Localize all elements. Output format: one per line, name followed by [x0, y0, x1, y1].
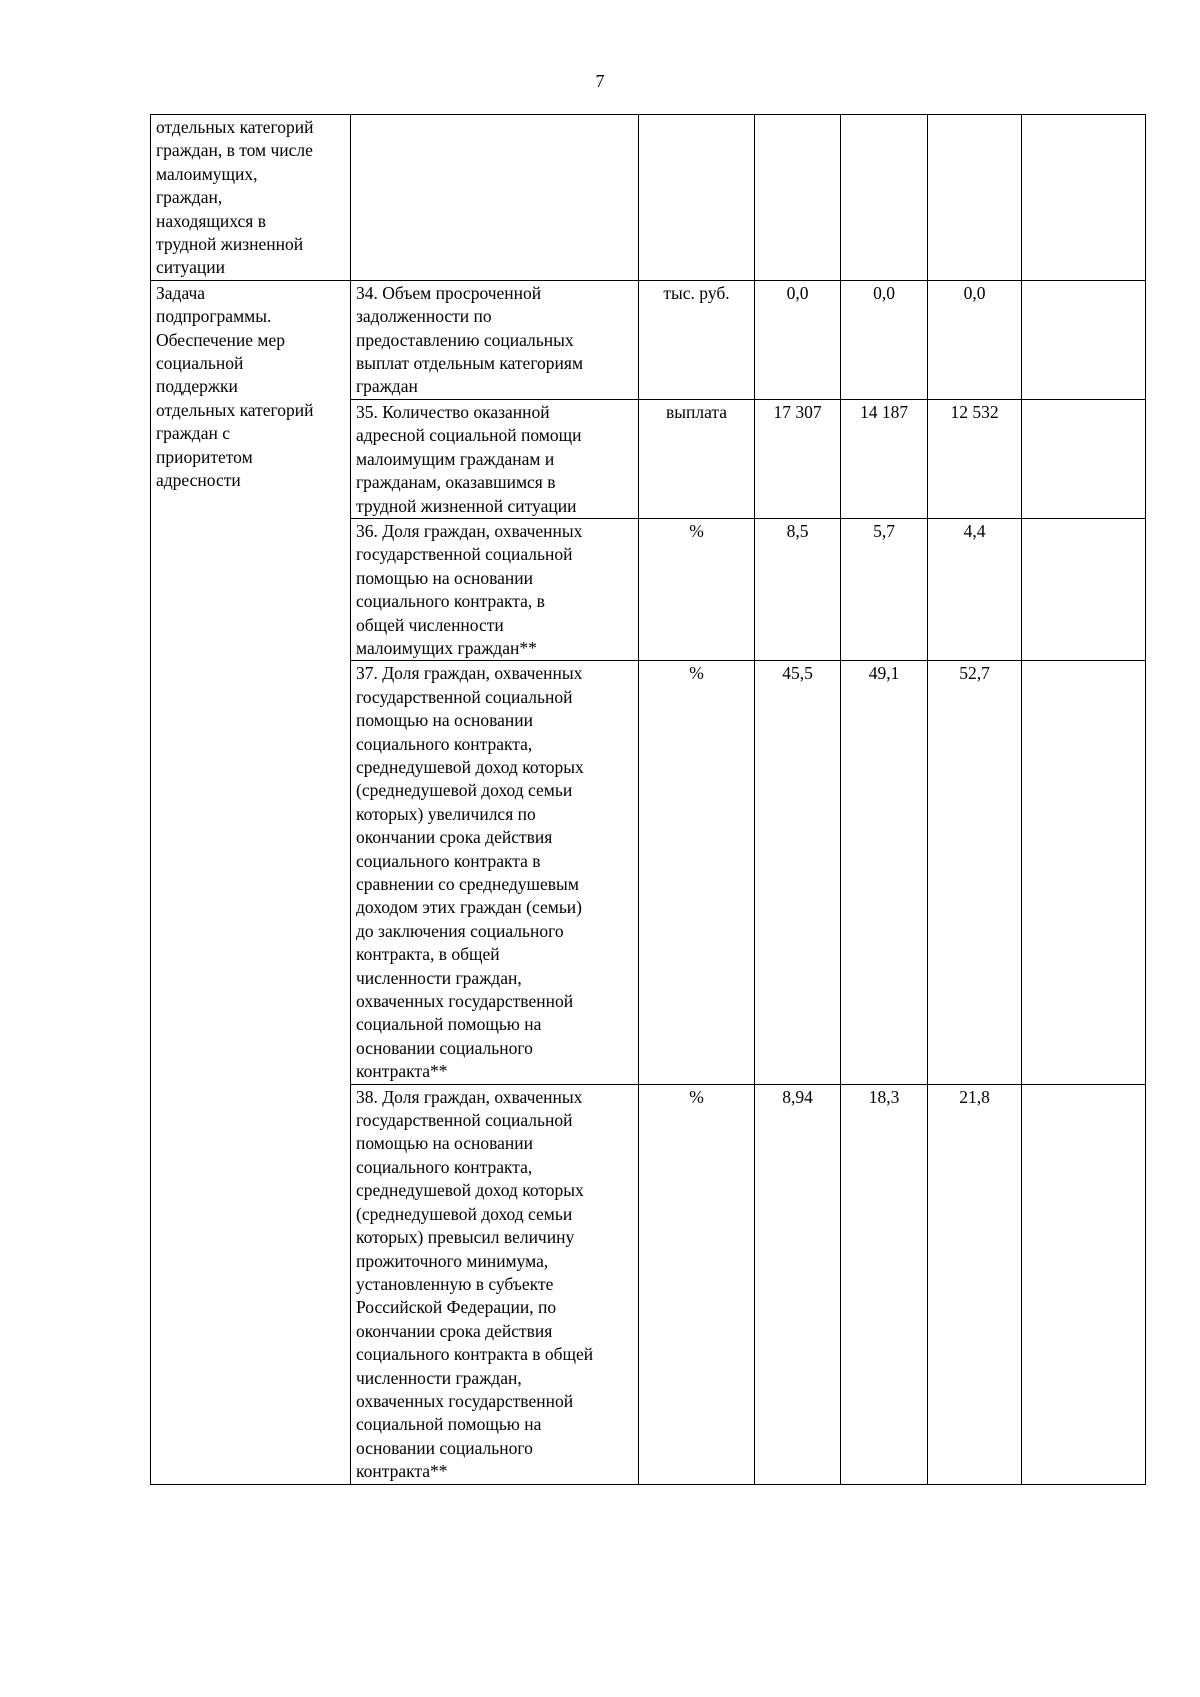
indicator-cell: 35. Количество оказанной адресной социальной помощи малоимущим гражданам и гражданам, оказавшимся в трудной жизненной ситуации	[351, 399, 639, 518]
unit-cell: %	[639, 661, 755, 1084]
empty-cell	[841, 115, 928, 281]
indicator-cell: 36. Доля граждан, охваченных государственной социальной помощью на основании социального контракта, в общей численности малоимущих граждан**	[351, 518, 639, 660]
empty-cell	[1022, 1084, 1146, 1484]
value-cell: 12 532	[928, 399, 1022, 518]
empty-cell	[1022, 518, 1146, 660]
value-cell: 0,0	[928, 280, 1022, 399]
value-cell: 8,94	[755, 1084, 841, 1484]
value-cell: 49,1	[841, 661, 928, 1084]
unit-cell: выплата	[639, 399, 755, 518]
empty-cell	[1022, 115, 1146, 281]
indicator-cell: 34. Объем просроченной задолженности по предоставлению социальных выплат отдельным категориям граждан	[351, 280, 639, 399]
value-cell: 21,8	[928, 1084, 1022, 1484]
task-cell-continuation: отдельных категорий граждан, в том числе малоимущих, граждан, находящихся в трудной жизненной ситуации	[151, 115, 351, 281]
indicators-table	[150, 114, 1146, 1485]
value-cell: 8,5	[755, 518, 841, 660]
value-cell: 14 187	[841, 399, 928, 518]
indicator-cell: 38. Доля граждан, охваченных государственной социальной помощью на основании социального контракта, среднедушевой доход которых (среднедушевой доход семьи которых) превысил величину прожиточного минимума, установленную в субъекте Российской Федерации, по окончании срока действия социального контракта в общей численности граждан, охваченных государственной социальной помощью на основании социального контракта**	[351, 1084, 639, 1484]
empty-cell	[639, 115, 755, 281]
value-cell: 52,7	[928, 661, 1022, 1084]
value-cell: 17 307	[755, 399, 841, 518]
table-row	[151, 280, 1146, 399]
unit-cell: %	[639, 518, 755, 660]
empty-cell	[1022, 661, 1146, 1084]
unit-cell: %	[639, 1084, 755, 1484]
empty-cell	[1022, 399, 1146, 518]
value-cell: 0,0	[841, 280, 928, 399]
value-cell: 18,3	[841, 1084, 928, 1484]
value-cell: 45,5	[755, 661, 841, 1084]
indicator-cell: 37. Доля граждан, охваченных государственной социальной помощью на основании социального контракта, среднедушевой доход которых (среднедушевой доход семьи которых) увеличился по окончании срока действия социального контракта в сравнении со среднедушевым доходом этих граждан (семьи) до заключения социального контракта, в общей численности граждан, охваченных государственной социальной помощью на основании социального контракта**	[351, 661, 639, 1084]
value-cell: 5,7	[841, 518, 928, 660]
value-cell: 0,0	[755, 280, 841, 399]
table-row	[151, 115, 1146, 281]
empty-cell	[351, 115, 639, 281]
unit-cell: тыс. руб.	[639, 280, 755, 399]
value-cell: 4,4	[928, 518, 1022, 660]
page-number: 7	[595, 71, 605, 91]
empty-cell	[755, 115, 841, 281]
task-cell: Задача подпрограммы. Обеспечение мер социальной поддержки отдельных категорий граждан с приоритетом адресности	[151, 280, 351, 1484]
empty-cell	[928, 115, 1022, 281]
empty-cell	[1022, 280, 1146, 399]
